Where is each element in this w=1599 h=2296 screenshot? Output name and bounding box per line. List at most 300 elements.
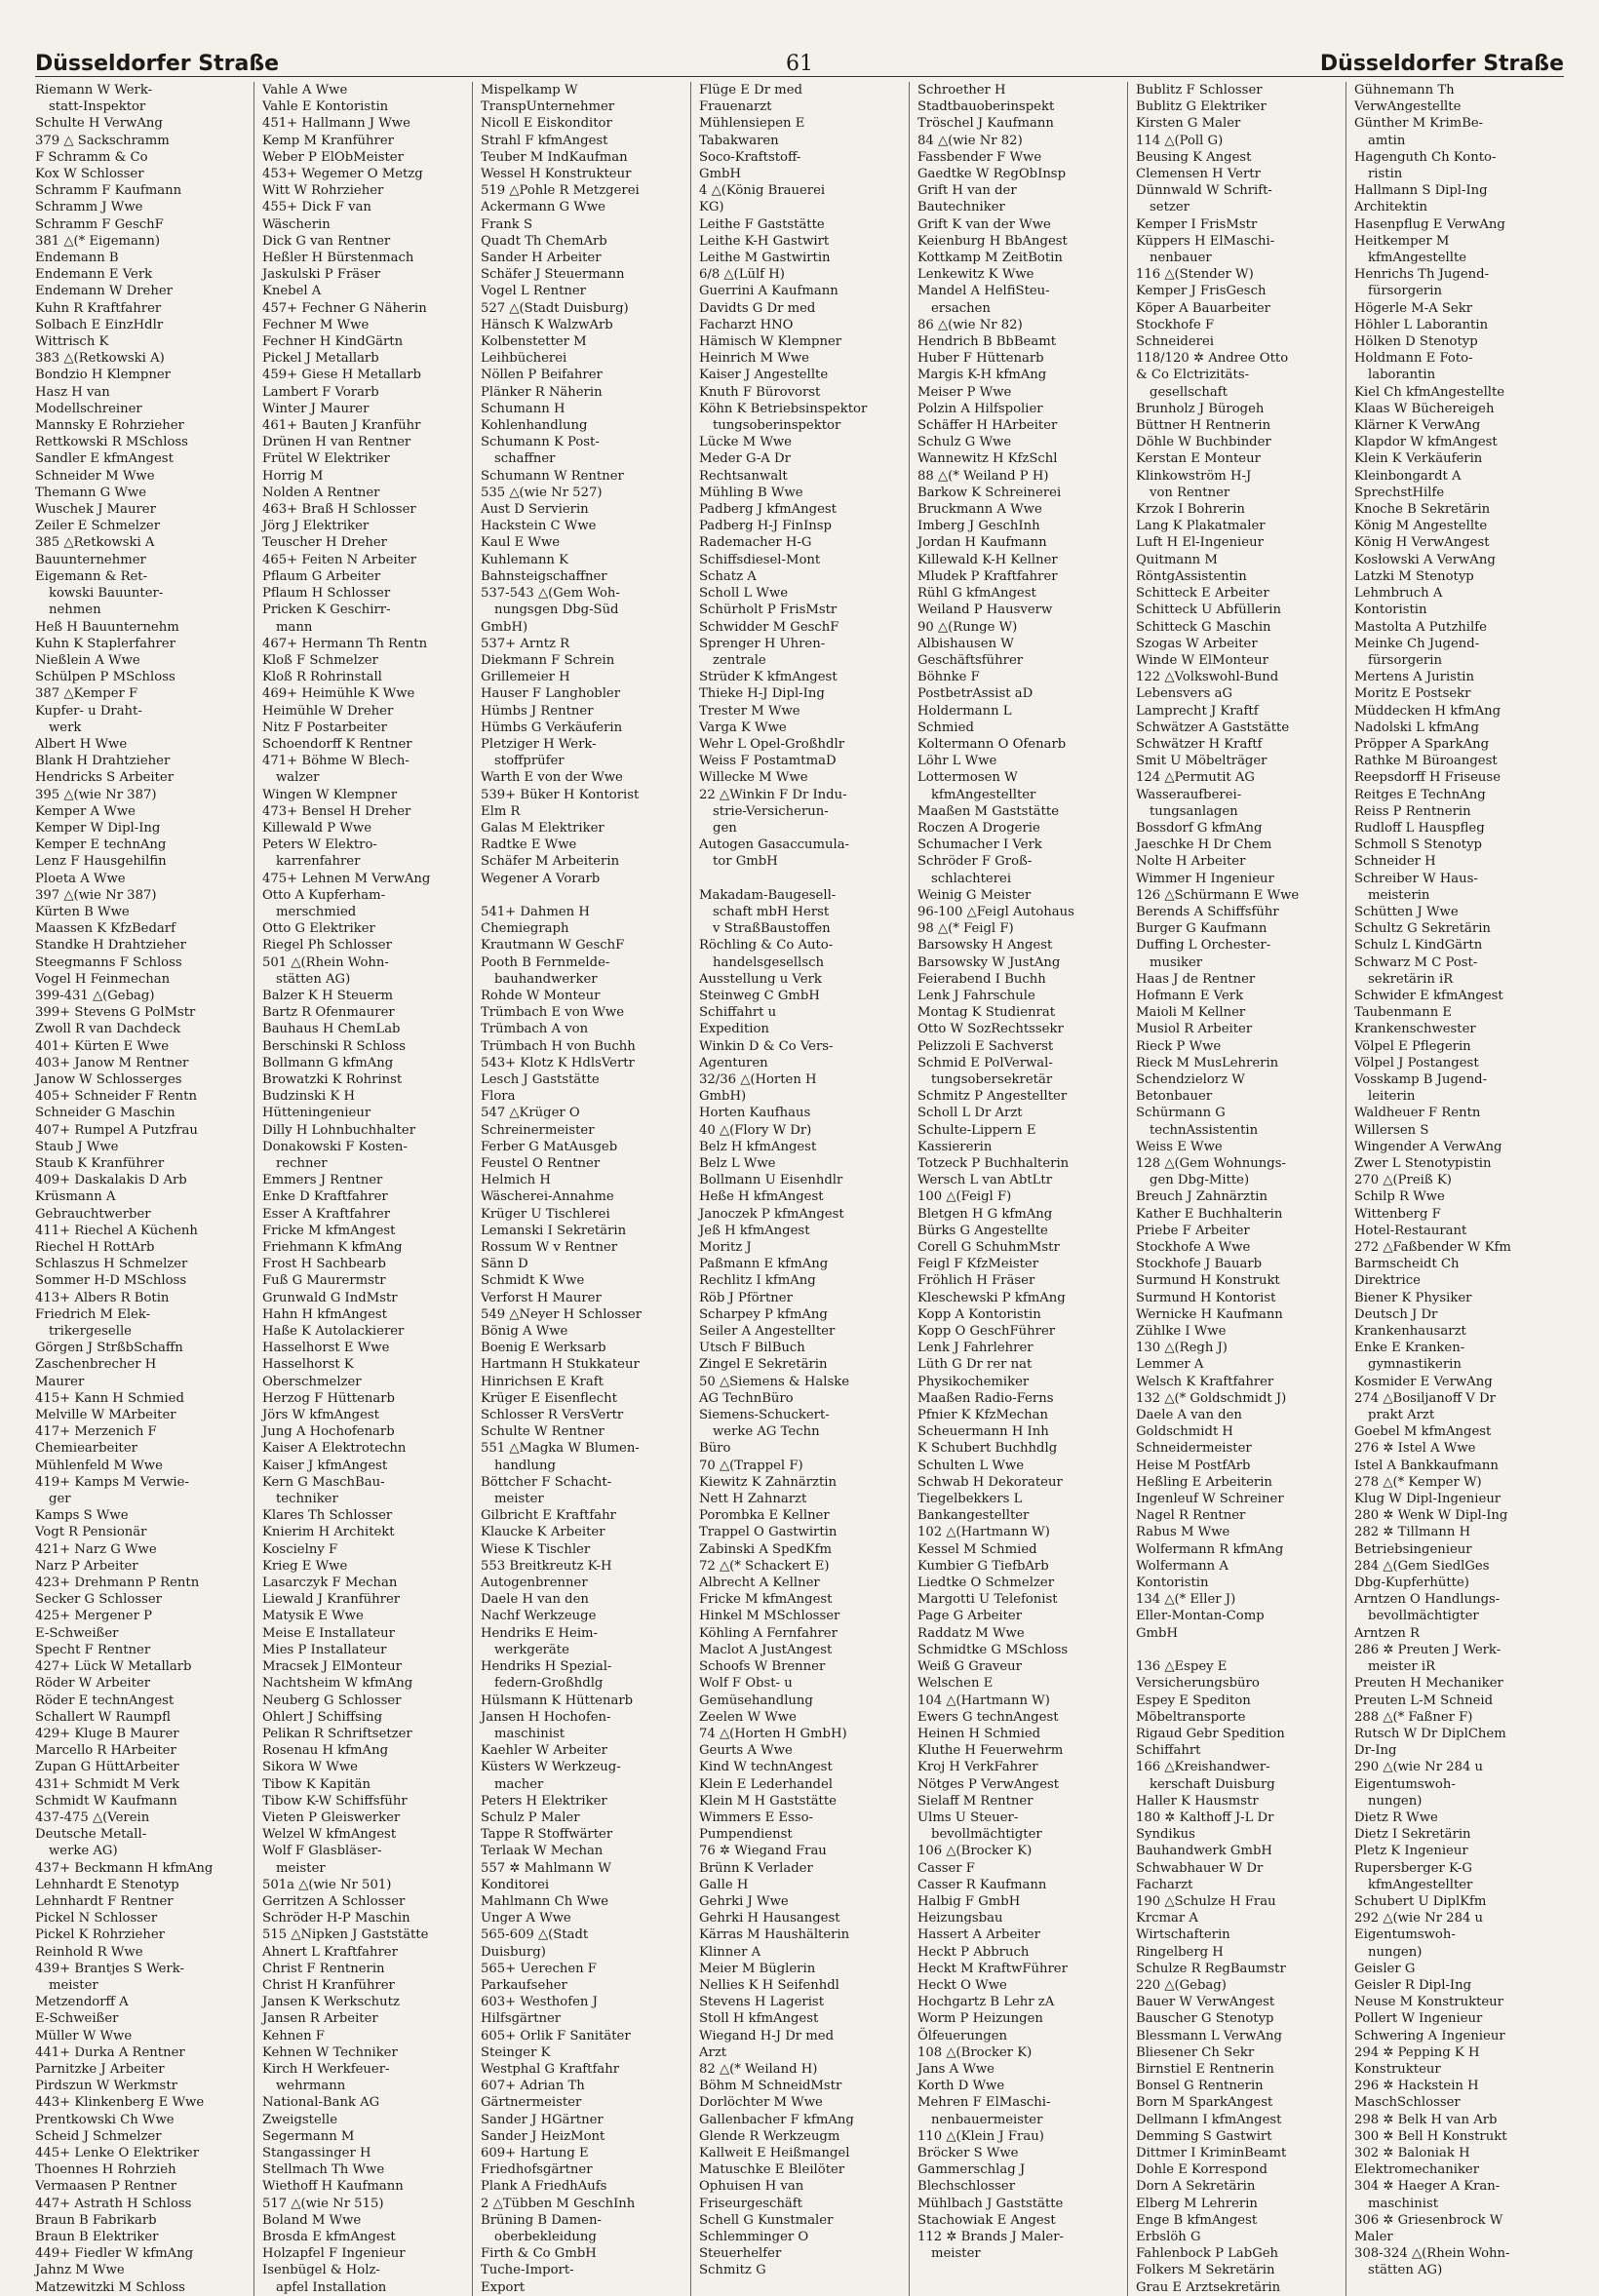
directory-entry: kfmAngestellte (1368, 251, 1467, 266)
directory-entry: Staub K Kranführer (35, 1156, 165, 1171)
directory-entry: Sikora W Wwe (262, 1760, 358, 1775)
directory-entry: Guerrini A Kaufmann (699, 284, 838, 299)
directory-entry: GmbH (699, 167, 741, 182)
directory-entry: 294 ✲ Pepping K H (1354, 2044, 1480, 2060)
directory-entry: Bublitz F Schlosser (1136, 83, 1263, 97)
directory-entry: Versicherungsbüro (1136, 1676, 1260, 1692)
directory-entry: Liewald J Kranführer (262, 1592, 401, 1608)
directory-entry: Physikochemiker (917, 1374, 1030, 1389)
directory-entry: Endemann W Dreher (35, 284, 173, 299)
directory-entry: 451+ Hallmann J Wwe (262, 116, 410, 132)
directory-entry: Klug W Dipl-Ingenieur (1354, 1492, 1502, 1507)
directory-entry: Schürmann G (1136, 1106, 1226, 1121)
directory-entry: Steinger K (481, 2044, 551, 2060)
directory-entry: Ackermann G Wwe (481, 200, 605, 215)
directory-entry: Schreinermeister (481, 1122, 595, 1138)
directory-entry: Heinrich M Wwe (699, 351, 809, 367)
directory-entry: Oberschmelzer (262, 1374, 362, 1389)
directory-entry: Krüger U Tischlerei (481, 1206, 610, 1222)
directory-entry: Boenig E Werksarb (481, 1341, 606, 1356)
directory-entry: werk (49, 720, 82, 735)
directory-entry: Geisler G (1354, 1961, 1416, 1976)
directory-entry: 385 △Retkowski A (35, 535, 155, 551)
directory-entry: Wolfermann A (1136, 1558, 1228, 1574)
directory-entry: Röb J Pförtner (699, 1290, 793, 1305)
directory-entry: werkgeräte (494, 1642, 569, 1657)
directory-entry: Schwarz M C Post- (1354, 954, 1478, 970)
directory-entry: Syndikus (1136, 1827, 1195, 1843)
directory-entry: Heizungsbau (917, 1911, 1003, 1926)
directory-entry: trikergeselle (49, 1324, 132, 1340)
directory-entry: GmbH) (699, 1089, 747, 1105)
directory-entry: 2 △Tübben M GeschInh (481, 2196, 636, 2211)
directory-entry: Westphal G Kraftfahr (481, 2061, 620, 2077)
directory-entry: Kolbenstetter M (481, 334, 587, 350)
directory-entry: 288 △(* Faßner F) (1354, 1709, 1473, 1725)
directory-entry: Kupfer- u Draht- (35, 703, 142, 719)
directory-entry: Jahnz M Wwe (35, 2263, 125, 2278)
directory-entry: Schulte W Rentner (481, 1424, 604, 1440)
directory-entry: Bondzio H Klempner (35, 368, 171, 383)
directory-entry: Krcmar A (1136, 1911, 1198, 1926)
directory-entry: Kerstan E Monteur (1136, 451, 1261, 467)
directory-entry: Zwer L Stenotypistin (1354, 1156, 1492, 1171)
directory-entry: Leithe M Gastwirtin (699, 251, 831, 266)
directory-entry: Schäfer J Steuermann (481, 267, 625, 283)
directory-entry: Schäfer M Arbeiterin (481, 854, 620, 870)
directory-entry: 403+ Janow M Rentner (35, 1055, 189, 1070)
directory-entry: Schubert U DiplKfm (1354, 1893, 1487, 1909)
directory-entry: Totzeck P Buchhalterin (917, 1156, 1070, 1171)
directory-entry: Rutsch W Dr DiplChem (1354, 1726, 1506, 1741)
directory-entry: Preuten H Mechaniker (1354, 1676, 1503, 1692)
directory-entry: 423+ Drehmann P Rentn (35, 1576, 200, 1591)
directory-entry: kfmAngestellter (931, 787, 1036, 802)
directory-entry: GmbH (1136, 1625, 1178, 1641)
directory-entry: Leithe K-H Gastwirt (699, 233, 830, 249)
street-title-left: Düsseldorfer Straße (35, 52, 280, 76)
directory-entry: tungsanlagen (1150, 803, 1238, 819)
directory-entry: Taubenmann E (1354, 1005, 1453, 1021)
directory-entry: 401+ Kürten E Wwe (35, 1038, 170, 1054)
directory-entry: 284 △(Gem SiedlGes (1354, 1558, 1490, 1574)
directory-entry: Kern G MaschBau- (262, 1474, 385, 1490)
column-5 (909, 82, 1127, 2296)
directory-entry: Hülsmann K Hüttenarb (481, 1693, 634, 1708)
directory-entry: Ohlert J Schiffsing (262, 1709, 383, 1725)
directory-entry: Utsch F BilBuch (699, 1341, 805, 1356)
directory-entry: 100 △(Feigl F) (917, 1189, 1012, 1205)
directory-entry: Ulms U Steuer- (917, 1810, 1019, 1825)
directory-entry: Betonbauer (1136, 1089, 1213, 1105)
directory-entry: Gilbricht E Kraftfahr (481, 1508, 616, 1524)
directory-entry: Maaßen Radio-Ferns (917, 1390, 1054, 1406)
directory-entry: Dietz I Sekretärin (1354, 1827, 1471, 1843)
directory-entry: 461+ Bauten J Kranführ (262, 418, 421, 434)
directory-entry: Lüth G Dr rer nat (917, 1357, 1033, 1373)
directory-entry: 72 △(* Schackert E) (699, 1558, 830, 1574)
directory-entry: Kiewitz K Zahnärztin (699, 1474, 837, 1490)
directory-entry: Schitteck G Maschin (1136, 619, 1271, 635)
directory-entry: 473+ Bensel H Dreher (262, 803, 411, 819)
directory-entry: Görgen J StrßbSchaffn (35, 1341, 183, 1356)
directory-entry: Vieten P Gleiswerker (262, 1810, 401, 1825)
directory-entry: Kather E Buchhalterin (1136, 1206, 1283, 1222)
directory-entry: 603+ Westhofen J (481, 1995, 598, 2010)
directory-entry: 547 △Krüger O (481, 1106, 580, 1121)
directory-entry: Vermaasen P Rentner (35, 2179, 177, 2195)
directory-entry: fürsorgerin (1368, 284, 1442, 299)
directory-entry: Wannewitz H KfzSchl (917, 451, 1058, 467)
directory-entry: Gebrauchtwerber (35, 1206, 151, 1222)
directory-entry: Facharzt HNO (699, 317, 794, 332)
directory-entry: Rudloff L Hauspfleg (1354, 820, 1485, 836)
directory-entry: Parkaufseher (481, 1977, 567, 1993)
directory-entry: 543+ Klotz K HdlsVertr (481, 1055, 635, 1070)
directory-entry: Polzin A Hilfspolier (917, 401, 1043, 416)
directory-entry: meister (494, 1492, 544, 1507)
directory-entry: Meder G-A Dr (699, 451, 791, 467)
directory-entry: Blessmann L VerwAng (1136, 2028, 1282, 2043)
directory-entry: 292 △(wie Nr 284 u (1354, 1911, 1484, 1926)
directory-entry: 84 △(wie Nr 82) (917, 133, 1023, 148)
directory-entry: Arntzen R (1354, 1625, 1420, 1641)
directory-entry: Lottermosen W (917, 770, 1018, 786)
directory-entry: Röder E technAngest (35, 1693, 175, 1708)
directory-entry: Pröpper A SparkAng (1354, 736, 1490, 752)
directory-entry: Völpel J Postangest (1354, 1055, 1479, 1070)
directory-entry: Frank S (481, 216, 533, 232)
directory-entry: Schneidermeister (1136, 1441, 1252, 1457)
directory-entry: Ophuisen H van (699, 2179, 804, 2195)
directory-entry: Rieck M MusLehrerin (1136, 1055, 1279, 1070)
directory-entry: 290 △(wie Nr 284 u (1354, 1760, 1484, 1775)
directory-entry: Höhler L Laborantin (1354, 317, 1489, 332)
directory-entry: 274 △Bosiljanoff V Dr (1354, 1390, 1496, 1406)
directory-entry: Haller K Hausmstr (1136, 1793, 1259, 1809)
directory-entry: 407+ Rumpel A Putzfrau (35, 1122, 198, 1138)
directory-entry: Kärras M Haushälterin (699, 1927, 850, 1943)
directory-entry: Braun B Fabrikarb (35, 2212, 157, 2228)
directory-entry: Wirtschafterin (1136, 1927, 1230, 1943)
directory-entry: strie-Versicherun- (713, 803, 829, 819)
directory-entry: Otto A Kupferham- (262, 887, 386, 903)
directory-entry: Surmund H Konstrukt (1136, 1273, 1280, 1289)
directory-entry: Kopp O GeschFührer (917, 1324, 1056, 1340)
directory-entry: sekretärin iR (1368, 971, 1454, 987)
directory-entry: Goldschmidt H (1136, 1424, 1233, 1440)
directory-entry: Nolden A Rentner (262, 485, 380, 500)
directory-entry: Hasenpflug E VerwAng (1354, 216, 1505, 232)
directory-entry: Hämisch W Klempner (699, 334, 842, 350)
directory-entry: Hackstein C Wwe (481, 519, 597, 534)
directory-entry: Daele A van den (1136, 1408, 1242, 1423)
directory-entry: musiker (1150, 954, 1203, 970)
directory-entry: Nett H Zahnarzt (699, 1492, 807, 1507)
directory-entry: 308-324 △(Rhein Wohn- (1354, 2246, 1510, 2262)
directory-entry: Rühl G kfmAngest (917, 586, 1036, 602)
directory-entry: Meise E Installateur (262, 1625, 395, 1641)
directory-entry: maschinist (494, 1726, 566, 1741)
directory-entry: Christ F Rentnerin (262, 1961, 385, 1976)
directory-entry: Dietz R Wwe (1354, 1810, 1438, 1825)
directory-entry: Friseurgeschäft (699, 2196, 802, 2211)
directory-entry: Elm R (481, 803, 521, 819)
directory-entry: Flüge E Dr med (699, 83, 802, 97)
directory-entry: Dr-Ing (1354, 1743, 1397, 1759)
directory-entry: Klärner K VerwAng (1354, 418, 1481, 434)
directory-entry: Elberg M Lehrerin (1136, 2196, 1258, 2211)
directory-entry: 501 △(Rhein Wohn- (262, 954, 389, 970)
directory-entry: Thoennes H Rohrzieh (35, 2162, 176, 2178)
directory-entry: Weiss E Wwe (1136, 1139, 1223, 1154)
directory-entry: Gärtnermeister (481, 2095, 582, 2111)
directory-entry: Deutsch J Dr (1354, 1306, 1438, 1322)
directory-entry: SprechstHilfe (1354, 485, 1445, 500)
directory-entry: Autogen Gasaccumula- (699, 837, 850, 853)
directory-entry: Klein M H Gaststätte (699, 1793, 837, 1809)
directory-entry: 282 ✲ Tillmann H (1354, 1525, 1471, 1540)
directory-entry: 272 △Faßbender W Kfm (1354, 1240, 1511, 1256)
directory-entry: Hümbs J Rentner (481, 703, 594, 719)
directory-entry: Kamps S Wwe (35, 1508, 129, 1524)
directory-entry: Lamprecht J Kraftf (1136, 703, 1259, 719)
directory-entry: 535 △(wie Nr 527) (481, 485, 603, 500)
directory-entry: Haße K Autolackierer (262, 1324, 405, 1340)
directory-entry: Barsowsky H Angest (917, 938, 1053, 953)
directory-entry: Mludek P Kraftfahrer (917, 568, 1058, 584)
directory-entry: Mannsky E Rohrzieher (35, 418, 184, 434)
directory-entry: Döhle W Buchbinder (1136, 435, 1271, 450)
directory-entry: 443+ Klinkenberg E Wwe (35, 2095, 205, 2111)
directory-entry: Schell G Kunstmaler (699, 2212, 834, 2228)
directory-entry: Böttcher F Schacht- (481, 1474, 612, 1490)
directory-entry: Vahle E Kontoristin (262, 99, 389, 115)
directory-entry: leiterin (1368, 1089, 1416, 1105)
directory-entry: Zwoll R van Dachdeck (35, 1022, 181, 1037)
directory-entry: Bröcker S Wwe (917, 2145, 1019, 2160)
column-4 (690, 82, 909, 2296)
directory-entry: Schramm F Kaufmann (35, 183, 182, 199)
directory-entry: Hendricks S Arbeiter (35, 770, 175, 786)
directory-entry: Wiethoff H Kaufmann (262, 2179, 404, 2195)
directory-entry: Schumann W Rentner (481, 468, 624, 484)
directory-entry: Trappel O Gastwirtin (699, 1525, 838, 1540)
directory-entry: Kemper E technAng (35, 837, 167, 853)
directory-entry: Facharzt (1136, 1877, 1193, 1892)
directory-entry: Rechtsanwalt (699, 468, 788, 484)
directory-entry: Schlosser R VersVertr (481, 1408, 624, 1423)
directory-entry: Wolf F Glasbläser- (262, 1844, 382, 1859)
directory-entry: Standke H Drahtzieher (35, 938, 186, 953)
directory-entry: Nellies K H Seifenhdl (699, 1977, 839, 1993)
directory-entry: Kosłowski A VerwAng (1354, 552, 1496, 567)
directory-entry: Büttner H Rentnerin (1136, 418, 1271, 434)
directory-entry: Janoczek P kfmAngest (699, 1206, 844, 1222)
directory-entry: Wingender A VerwAng (1354, 1139, 1502, 1154)
directory-entry: 565-609 △(Stadt (481, 1927, 589, 1943)
directory-entry: Mastolta A Putzhilfe (1354, 619, 1487, 635)
directory-entry: 517 △(wie Nr 515) (262, 2196, 384, 2211)
directory-entry: Grift K van der Wwe (917, 216, 1051, 232)
directory-entry: 50 △Siemens & Halske (699, 1374, 850, 1389)
directory-entry: nehmen (49, 603, 101, 618)
directory-entry: Heinen H Schmied (917, 1726, 1041, 1741)
directory-entry: 4 △(König Brauerei (699, 183, 826, 199)
directory-entry: Schitteck E Arbeiter (1136, 586, 1269, 602)
directory-entry: Glende R Werkzeugm (699, 2128, 840, 2144)
directory-entry: Bletgen H G kfmAng (917, 1206, 1053, 1222)
directory-entry: 405+ Schneider F Rentn (35, 1089, 197, 1105)
directory-entry: v StraßBaustoffen (713, 921, 831, 937)
directory-entry: Krzok I Bohrerin (1136, 502, 1245, 518)
directory-entry: maschinist (1368, 2196, 1439, 2211)
directory-entry: 32/36 △(Horten H (699, 1071, 817, 1087)
directory-entry: Tiegelbekkers L (917, 1492, 1023, 1507)
directory-entry: Brünn K Verlader (699, 1860, 813, 1876)
directory-entry: 437+ Beckmann H kfmAng (35, 1860, 214, 1876)
directory-entry: Szogas W Arbeiter (1136, 636, 1258, 651)
directory-entry: Bönig A Wwe (481, 1324, 568, 1340)
directory-entry: Quitmann M (1136, 552, 1218, 567)
directory-entry: Kopp A Kontoristin (917, 1306, 1041, 1322)
directory-entry: Zeiler E Schmelzer (35, 519, 161, 534)
directory-entry: Klaucke K Arbeiter (481, 1525, 605, 1540)
directory-entry: Büro (699, 1441, 731, 1457)
directory-entry: Plänker R Näherin (481, 384, 603, 400)
directory-entry: Meiser P Wwe (917, 384, 1012, 400)
directory-entry: werke AG Techn (713, 1424, 820, 1440)
directory-entry: Zweigstelle (262, 2112, 338, 2127)
directory-entry: Bollmann U Eisenhdlr (699, 1173, 843, 1188)
directory-entry: Schmidt K Wwe (481, 1273, 585, 1289)
directory-entry: Segermann M (262, 2128, 355, 2144)
directory-entry: Wingen W Klempner (262, 787, 398, 802)
directory-entry: Ingenleuf W Schreiner (1136, 1492, 1284, 1507)
directory-entry: Expedition (699, 1022, 769, 1037)
directory-entry: Schiffsdiesel-Mont (699, 552, 821, 567)
directory-entry: Wittrisch K (35, 334, 109, 350)
directory-entry: Bahnsteigschaffner (481, 568, 607, 584)
directory-entry: Vogt R Pensionär (35, 1525, 147, 1540)
directory-entry: 419+ Kamps M Verwie- (35, 1474, 189, 1490)
directory-entry: Stockhofe A Wwe (1136, 1240, 1251, 1256)
directory-entry: 447+ Astrath H Schloss (35, 2196, 192, 2211)
directory-entry: Schwätzer H Kraftf (1136, 736, 1263, 752)
directory-entry: Wernicke H Kaufmann (1136, 1306, 1283, 1322)
directory-entry: Maurer (35, 1374, 85, 1389)
directory-entry: Melville W MArbeiter (35, 1408, 176, 1423)
directory-entry: Sielaff M Rentner (917, 1793, 1034, 1809)
directory-entry: stätten AG) (276, 971, 351, 987)
directory-entry: Hänsch K WalzwArb (481, 317, 613, 332)
directory-entry: 136 △Espey E (1136, 1659, 1228, 1675)
directory-entry: Braun B Elektriker (35, 2230, 159, 2244)
directory-entry: 463+ Braß H Schlosser (262, 502, 416, 518)
directory-entry: 409+ Daskalakis D Arb (35, 1173, 187, 1188)
directory-entry: Schilp R Wwe (1354, 1189, 1445, 1205)
directory-entry: 413+ Albers R Botin (35, 1290, 170, 1305)
directory-entry: Riechel H RottArb (35, 1240, 155, 1256)
directory-entry: 467+ Hermann Th Rentn (262, 636, 428, 651)
directory-entry: Bauhaus H ChemLab (262, 1022, 401, 1037)
directory-entry: 126 △Schürmann E Wwe (1136, 887, 1300, 903)
directory-entry: Vogel H Feinmechan (35, 971, 171, 987)
directory-entry: Kontoristin (1136, 1576, 1209, 1591)
directory-entry: Steuerhelfer (699, 2246, 782, 2262)
directory-entry: 132 △(* Goldschmidt J) (1136, 1390, 1287, 1406)
directory-entry: Dorn A Sekretärin (1136, 2179, 1256, 2195)
directory-entry: Stellmach Th Wwe (262, 2162, 385, 2178)
directory-entry: Bauunternehmer (35, 552, 146, 567)
directory-entry: Mühling B Wwe (699, 485, 803, 500)
directory-entry: Matysik E Wwe (262, 1609, 364, 1624)
directory-entry: Jans A Wwe (917, 2061, 994, 2077)
directory-entry: Lemmer A (1136, 1357, 1204, 1373)
directory-entry: Gaedtke W RegObInsp (917, 167, 1067, 182)
directory-entry: König H VerwAngest (1354, 535, 1490, 551)
directory-entry: 124 △Permutit AG (1136, 770, 1255, 786)
directory-entry: Jörs W kfmAngest (262, 1408, 379, 1423)
directory-entry: Barsowsky W JustAng (917, 954, 1061, 970)
directory-entry: Klares Th Schlosser (262, 1508, 393, 1524)
directory-entry: Hasz H van (35, 384, 110, 400)
directory-entry: rechner (276, 1156, 328, 1171)
directory-entry: Bürks G Angestellte (917, 1223, 1048, 1238)
directory-entry: Mehren F ElMaschi- (917, 2095, 1051, 2111)
directory-entry: Weinig G Meister (917, 887, 1032, 903)
directory-entry: Hasselhorst E Wwe (262, 1341, 390, 1356)
directory-entry: Reitges E TechnAng (1354, 787, 1486, 802)
directory-entry: Kottkamp M ZeitBotin (917, 251, 1063, 266)
directory-entry: macher (494, 1776, 544, 1792)
directory-entry: ger (49, 1492, 71, 1507)
directory-entry: Hendriks H Spezial- (481, 1659, 612, 1675)
directory-entry: Pletz K Ingenieur (1354, 1844, 1468, 1859)
directory-entry: Gehrki H Hausangest (699, 1911, 840, 1926)
directory-entry: 70 △(Trappel F) (699, 1458, 803, 1473)
directory-entry: Eigentumswoh- (1354, 1776, 1456, 1792)
directory-entry: Bautechniker (917, 200, 1005, 215)
directory-entry: Istel A Bankkaufmann (1354, 1458, 1499, 1473)
directory-entry: Knoche B Sekretärin (1354, 502, 1491, 518)
directory-entry: 437-475 △(Verein (35, 1810, 150, 1825)
directory-entry: Lehmbruch A (1354, 586, 1443, 602)
directory-entry: Krieg E Wwe (262, 1558, 348, 1574)
directory-entry: Pickel K Rohrzieher (35, 1927, 165, 1943)
directory-entry: 399+ Stevens G PolMstr (35, 1005, 196, 1021)
directory-entry: Killewald P Wwe (262, 820, 372, 836)
directory-entry: Kassiererin (917, 1139, 993, 1154)
directory-entry: Schallert W Raumpfl (35, 1709, 171, 1725)
directory-entry: Lasarczyk F Mechan (262, 1576, 398, 1591)
directory-entry: AG TechnBüro (699, 1390, 794, 1406)
directory-entry: TranspUnternehmer (481, 99, 615, 115)
directory-entry: zentrale (713, 652, 766, 668)
directory-entry: Duffing L Orchester- (1136, 938, 1271, 953)
directory-entry: Pflaum G Arbeiter (262, 568, 381, 584)
directory-entry: Verforst H Maurer (481, 1290, 602, 1305)
directory-entry: Fuß G Maurermstr (262, 1273, 386, 1289)
directory-entry: König M Angestellte (1354, 519, 1488, 534)
directory-entry: 166 △Kreishandwer- (1136, 1760, 1270, 1775)
directory-entry: Pooth B Fernmelde- (481, 954, 610, 970)
directory-entry: von Rentner (1150, 485, 1230, 500)
directory-entry: Rettkowski R MSchloss (35, 435, 188, 450)
directory-entry: Zingel E Sekretärin (699, 1357, 828, 1373)
directory-entry: 270 △(Preiß K) (1354, 1173, 1452, 1188)
directory-entry: nungen) (1368, 1793, 1423, 1809)
